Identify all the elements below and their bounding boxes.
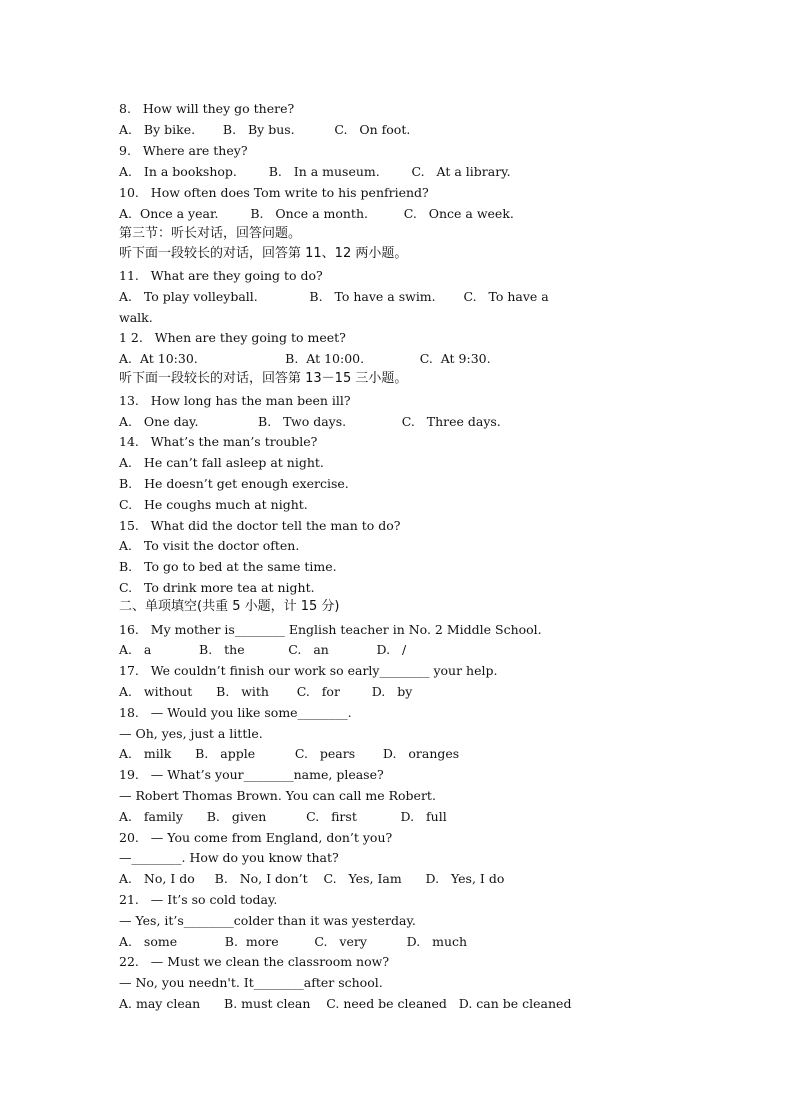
- option-14c: C. He coughs much at night.: [119, 497, 308, 512]
- options-12: A. At 10:30. B. At 10:00. C. At 9:30.: [119, 351, 491, 366]
- dialogue-18: — Oh, yes, just a little.: [119, 726, 263, 741]
- question-10: 10. How often does Tom write to his penfriend?: [119, 185, 429, 200]
- options-22: A. may clean B. must clean C. need be cleaned D. can be cleaned: [119, 996, 572, 1011]
- options-11-wrap: walk.: [119, 310, 153, 325]
- question-18: 18. — Would you like some________.: [119, 705, 352, 720]
- option-15c: C. To drink more tea at night.: [119, 580, 315, 595]
- options-13: A. One day. B. Two days. C. Three days.: [119, 414, 501, 429]
- question-9: 9. Where are they?: [119, 143, 248, 158]
- dialogue-20: —________. How do you know that?: [119, 850, 339, 865]
- question-16: 16. My mother is________ English teacher in No. 2 Middle School.: [119, 622, 542, 637]
- option-15b: B. To go to bed at the same time.: [119, 559, 337, 574]
- question-11: 11. What are they going to do?: [119, 268, 323, 283]
- question-12: 1 2. When are they going to meet?: [119, 330, 346, 345]
- question-15: 15. What did the doctor tell the man to do?: [119, 518, 401, 533]
- dialogue-19: — Robert Thomas Brown. You can call me Robert.: [119, 788, 436, 803]
- question-22: 22. — Must we clean the classroom now?: [119, 954, 390, 969]
- options-19: A. family B. given C. first D. full: [119, 809, 447, 824]
- option-14b: B. He doesn’t get enough exercise.: [119, 476, 349, 491]
- option-15a: A. To visit the doctor often.: [119, 538, 300, 553]
- option-14a: A. He can’t fall asleep at night.: [119, 455, 324, 470]
- question-8: 8. How will they go there?: [119, 101, 295, 116]
- question-20: 20. — You come from England, don’t you?: [119, 830, 393, 845]
- instruction-11-12: 听下面一段较长的对话，回答第 11、12 两小题。: [119, 246, 408, 261]
- question-14: 14. What’s the man’s trouble?: [119, 434, 318, 449]
- question-17: 17. We couldn’t finish our work so early________ your help.: [119, 663, 498, 678]
- options-18: A. milk B. apple C. pears D. oranges: [119, 746, 460, 761]
- dialogue-21: — Yes, it’s________colder than it was yesterday.: [119, 913, 416, 928]
- options-20: A. No, I do B. No, I don’t C. Yes, Iam D. Yes, I do: [119, 871, 505, 886]
- options-21: A. some B. more C. very D. much: [119, 934, 468, 949]
- options-11: A. To play volleyball. B. To have a swim. C. To have a: [119, 289, 549, 304]
- question-13: 13. How long has the man been ill?: [119, 393, 351, 408]
- options-8: A. By bike. B. By bus. C. On foot.: [119, 122, 411, 137]
- options-17: A. without B. with C. for D. by: [119, 684, 413, 699]
- options-10: A. Once a year. B. Once a month. C. Once a week.: [119, 206, 514, 221]
- options-16: A. a B. the C. an D. /: [119, 642, 407, 657]
- section-heading-3: 第三节：听长对话，回答问题。: [119, 226, 302, 241]
- dialogue-22: — No, you needn't. It________after school.: [119, 975, 383, 990]
- instruction-13-15: 听下面一段较长的对话，回答第 13－15 三小题。: [119, 371, 408, 386]
- question-21: 21. — It’s so cold today.: [119, 892, 278, 907]
- section-heading-2: 二、单项填空(共重 5 小题，计 15 分): [119, 599, 340, 614]
- question-19: 19. — What’s your________name, please?: [119, 767, 384, 782]
- options-9: A. In a bookshop. B. In a museum. C. At a library.: [119, 164, 511, 179]
